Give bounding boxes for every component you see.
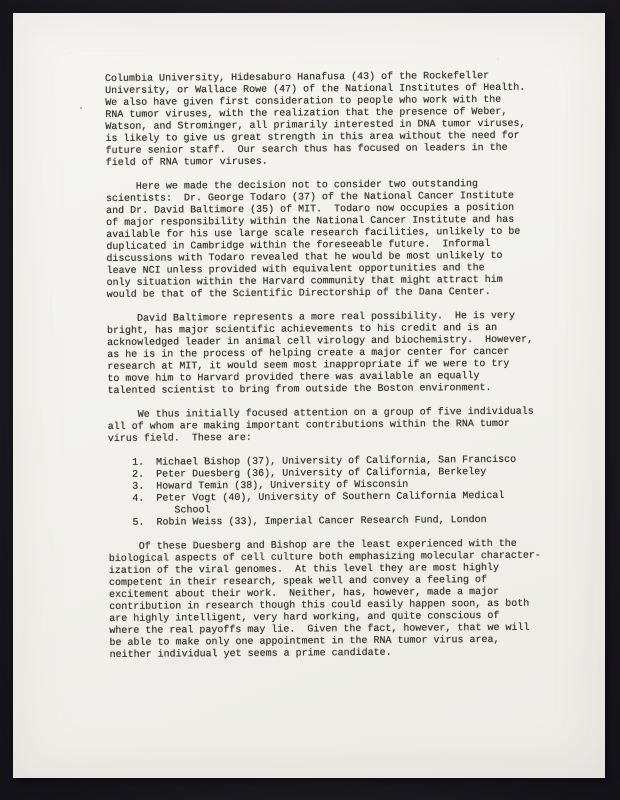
document-page bbox=[13, 13, 605, 778]
paragraph-david-baltimore: David Baltimore represents a more real possibility. He is very bright, has major scientific achievements to his credit and is an acknowledged leader in animal cell virology and biochemistry. However, as he is in the process of helping create a major center for cancer research at MIT, it would seem most inappropriate if we were to try to move him to Harvard provided there was available an equally talented scientist to bring from outside the Boston environment. bbox=[106, 310, 534, 397]
paragraph-duesberg-bishop-assessment: Of these Duesberg and Bishop are the least experienced with the biological aspects of cell culture both emphasizing molecular character- ization of the viral genomes. At this level they are most highly competent in their research, speak well and convey a feeling of excitement about their work. Neither, has, however, made a major contribution in research though this could easily happen soon, as both are highly intelligent, very hard working, and quite conscious of where the real payoffs may lie. Given the fact, however, that we will be able to make only one appointment in the RNA tumor virus area, neither individual yet seems a prime candidate. bbox=[108, 538, 541, 661]
document-body bbox=[105, 71, 542, 674]
paragraph-five-individuals-intro: We thus initially focused attention on a group of five individuals all of whom are making important contributions within the RNA tumor virus field. These are: bbox=[107, 406, 534, 445]
numbered-list-candidates: 1. Michael Bishop (37), University of California, San Francisco 2. Peter Duesberg (36), University of California, Berkeley 3. Howard Temin (38), University of Wisconsin 4. Peter Vogt (40), University of Southern California Medical School 5. Robin Weiss (33), Imperial Cancer Research Fund, London bbox=[108, 454, 517, 529]
paragraph-todaro-baltimore-decision: Here we made the decision not to consider two outstanding scientists: Dr. George Todaro (37) of the National Cancer Institute and Dr. David Baltimore (35) of MIT. Todaro now occupies a position of major responsibility within the National Cancer Institute and has available for his use large scale research facilities, unlikely to be duplicated in Cambridge within the foreseeable future. Informal discussions with Todaro revealed that he would be most unlikely to leave NCI unless provided with equivalent opportunities and the only situation within the Harvard community that might attract him would be that of the Scientific Directorship of the Dana Center. bbox=[105, 179, 521, 301]
scan-speck bbox=[13, 13, 15, 15]
paragraph-continuation-search-focus: Columbia University, Hidesaburo Hanafusa (43) of the Rockefeller University, or Wallace Rowe (47) of the National Institutes of Health. We also have given first consideration to people who work with the RNA tumor viruses, with the realization that the presence of Weber, Watson, and Strominger, all primarily interested in DNA tumor viruses, is likely to give us great strength in this area without the need for future senior staff. Our search thus has focused on leaders in the field of RNA tumor viruses. bbox=[105, 70, 526, 169]
